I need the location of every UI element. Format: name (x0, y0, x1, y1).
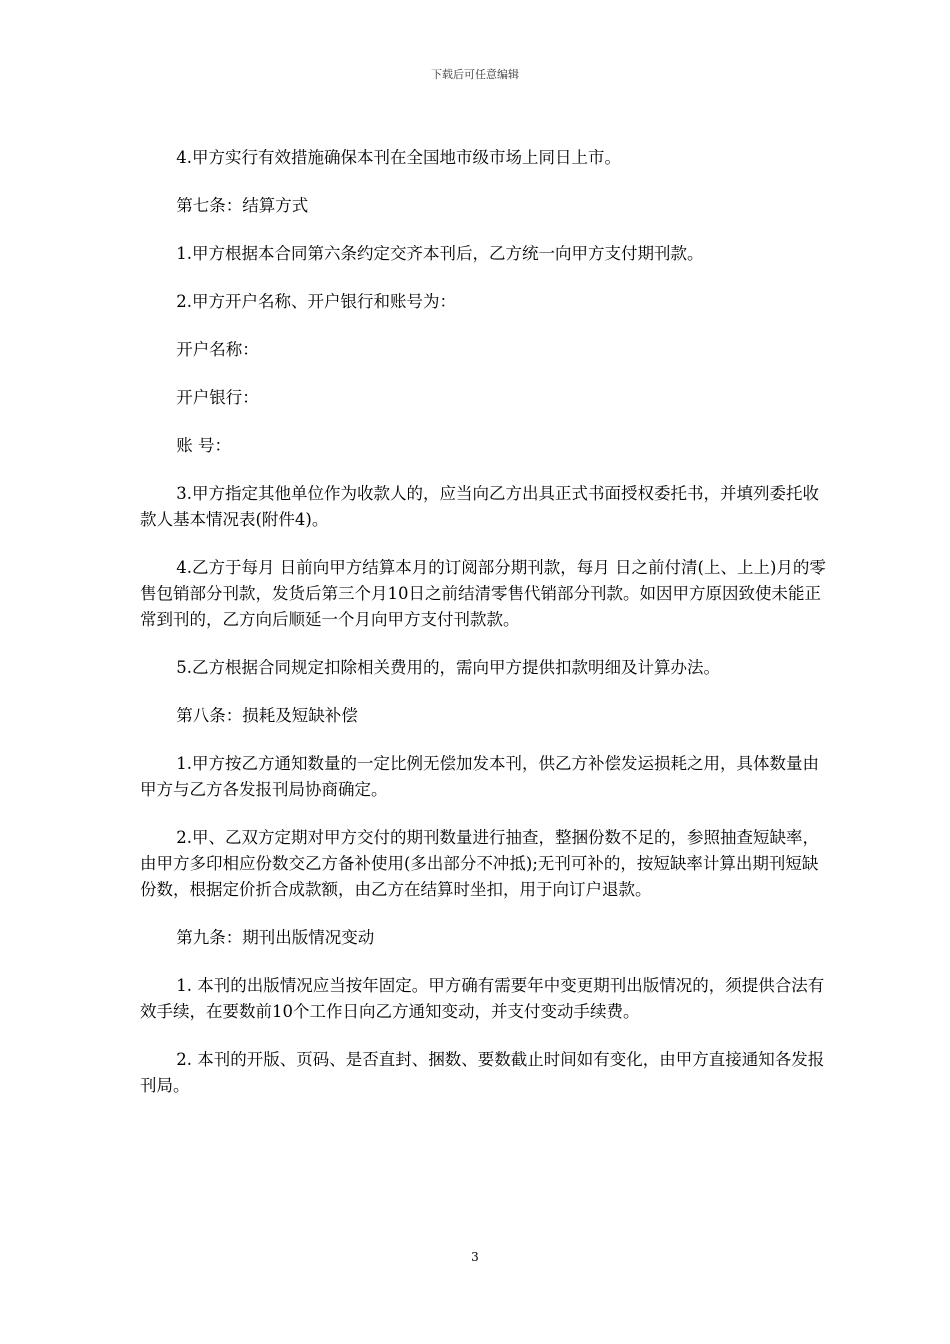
paragraph: 2.甲方开户名称、开户银行和账号为： (176, 292, 457, 311)
section-heading: 第八条：损耗及短缺补偿 (176, 706, 358, 725)
paragraph: 2. 本刊的开版、页码、是否直封、捆数、要数截止时间如有变化，由甲方直接通知各发报刊局。 (140, 1050, 825, 1095)
section-heading: 第七条：结算方式 (176, 196, 309, 215)
paragraph: 1. 本刊的出版情况应当按年固定。甲方确有需要年中变更期刊出版情况的，须提供合法有效手续，在要数前10个工作日向乙方通知变动，并支付变动手续费。 (140, 976, 825, 1021)
paragraph: 账 号： (176, 436, 232, 455)
paragraph: 开户名称： (176, 340, 259, 359)
paragraph: 开户银行： (176, 388, 259, 407)
paragraph: 1.甲方根据本合同第六条约定交齐本刊后，乙方统一向甲方支付期刊款。 (176, 244, 704, 263)
paragraph: 5.乙方根据合同规定扣除相关费用的，需向甲方提供扣款明细及计算办法。 (176, 658, 721, 677)
paragraph: 4.甲方实行有效措施确保本刊在全国地市级市场上同日上市。 (176, 148, 622, 167)
paragraph: 2.甲、乙双方定期对甲方交付的期刊数量进行抽查，整捆份数不足的，参照抽查短缺率，由甲方多印相应份数交乙方备补使用(多出部分不冲抵);无刊可补的，按短缺率计算出期刊短缺份数，根据定价折合成款额，由乙方在结算时坐扣，用于向订户退款。 (140, 828, 820, 899)
paragraph: 4.乙方于每月 日前向甲方结算本月的订阅部分期刊款，每月 日之前付清(上、上上)月的零售包销部分刊款，发货后第三个月10日之前结清零售代销部分刊款。如因甲方原因致使未能正常到刊的，乙方向后顺延一个月向甲方支付刊款款。 (140, 558, 826, 629)
section-heading: 第九条：期刊出版情况变动 (176, 928, 375, 947)
page-header: 下载后可任意编辑 (431, 68, 519, 81)
document-body (140, 145, 830, 1099)
paragraph: 1.甲方按乙方通知数量的一定比例无偿加发本刊，供乙方补偿发运损耗之用，具体数量由甲方与乙方各发报刊局协商确定。 (140, 754, 820, 799)
paragraph: 3.甲方指定其他单位作为收款人的，应当向乙方出具正式书面授权委托书，并填列委托收款人基本情况表(附件4)。 (140, 484, 820, 529)
page-number: 3 (471, 1250, 479, 1264)
